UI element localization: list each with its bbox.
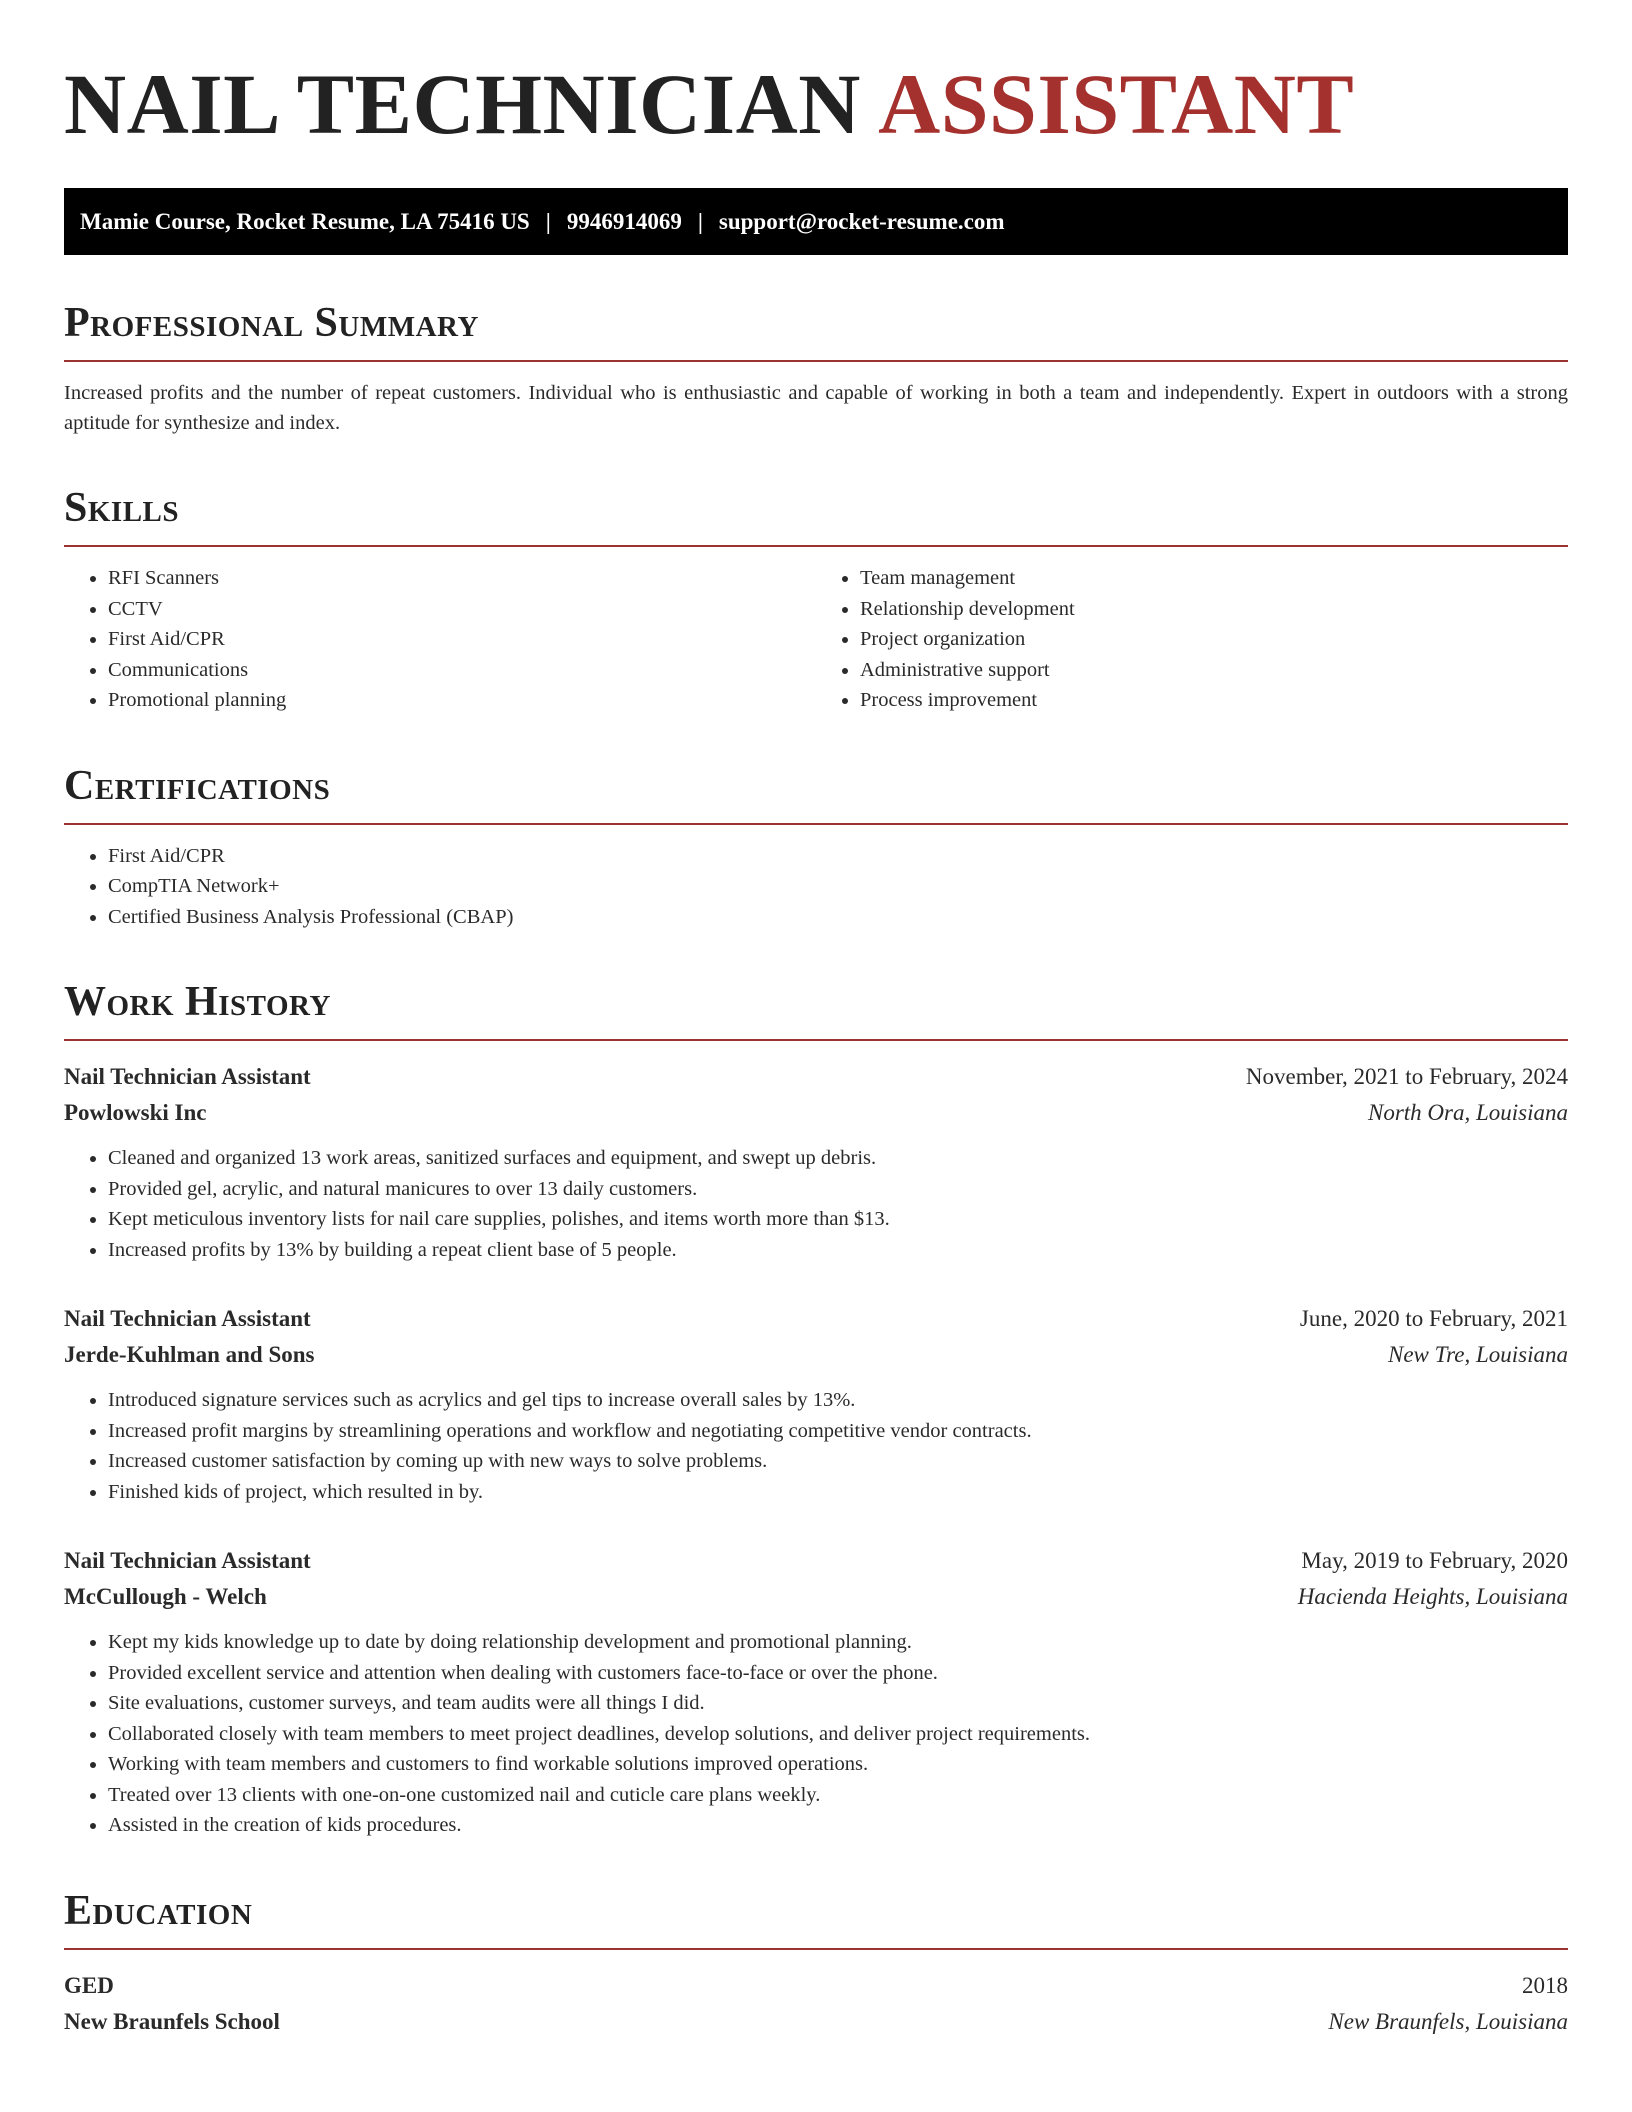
education-degree: GED <box>64 1972 114 1998</box>
skill-item: • Relationship development <box>860 594 1568 625</box>
job-bullet: • Kept my kids knowledge up to date by doing relationship development and promotional planning. <box>108 1627 1568 1658</box>
summary-section <box>64 299 1568 438</box>
work-history-heading: Work History <box>64 979 331 1025</box>
job-title: Nail Technician Assistant <box>64 1306 311 1331</box>
skill-item: • Team management <box>860 563 1568 594</box>
education-year: 2018 <box>1522 1972 1568 1998</box>
skill-item: • Promotional planning <box>108 685 816 716</box>
certifications-list <box>64 841 1568 933</box>
job-bullet: • Increased customer satisfaction by coming up with new ways to solve problems. <box>108 1446 1568 1477</box>
job-header-row <box>64 1059 1568 1095</box>
job-bullet: • Increased profits by 13% by building a repeat client base of 5 people. <box>108 1235 1568 1266</box>
section-divider <box>64 823 1568 825</box>
skills-list-right <box>816 563 1568 716</box>
job-company: McCullough - Welch <box>64 1584 267 1609</box>
title-main: NAIL TECHNICIAN <box>64 56 861 152</box>
certification-item: • First Aid/CPR <box>108 841 1568 872</box>
job-dates: June, 2020 to February, 2021 <box>1299 1306 1568 1331</box>
job-bullet: • Increased profit margins by streamlining operations and workflow and negotiating competitive vendor contracts. <box>108 1416 1568 1447</box>
job-bullets <box>64 1627 1568 1841</box>
job-location: North Ora, Louisiana <box>1367 1100 1568 1125</box>
job-entry <box>64 1301 1568 1507</box>
education-section <box>64 1887 1568 2040</box>
job-bullet: • Treated over 13 clients with one-on-one customized nail and cuticle care plans weekly. <box>108 1780 1568 1811</box>
job-location: New Tre, Louisiana <box>1388 1342 1568 1367</box>
skill-item: • Process improvement <box>860 685 1568 716</box>
job-company: Powlowski Inc <box>64 1100 207 1125</box>
certification-item: • CompTIA Network+ <box>108 871 1568 902</box>
contact-email: support@rocket-resume.com <box>718 208 1005 234</box>
job-bullet: • Collaborated closely with team members to meet project deadlines, develop solutions, and deliver project requirements. <box>108 1719 1568 1750</box>
job-bullet: • Site evaluations, customer surveys, and team audits were all things I did. <box>108 1688 1568 1719</box>
skills-list-left <box>64 563 816 716</box>
job-bullet: • Provided gel, acrylic, and natural manicures to over 13 daily customers. <box>108 1174 1568 1205</box>
contact-address: Mamie Course, Rocket Resume, LA 75416 US <box>80 208 530 234</box>
job-location: Hacienda Heights, Louisiana <box>1297 1584 1568 1609</box>
certification-item: • Certified Business Analysis Professional (CBAP) <box>108 902 1568 933</box>
job-company-row <box>64 1579 1568 1615</box>
section-divider <box>64 1039 1568 1041</box>
job-bullet: • Introduced signature services such as acrylics and gel tips to increase overall sales by 13%. <box>108 1385 1568 1416</box>
work-history-section <box>64 978 1568 1841</box>
job-bullet: • Kept meticulous inventory lists for nail care supplies, polishes, and items worth more than $13. <box>108 1204 1568 1235</box>
job-dates: May, 2019 to February, 2020 <box>1301 1548 1568 1573</box>
skill-item: • RFI Scanners <box>108 563 816 594</box>
contact-bar <box>64 188 1568 255</box>
education-heading: Education <box>64 1887 253 1934</box>
skill-item: • Project organization <box>860 624 1568 655</box>
education-school-row <box>64 2004 1568 2040</box>
job-bullet: • Working with team members and customers to find workable solutions improved operations. <box>108 1749 1568 1780</box>
skills-grid <box>64 547 1568 716</box>
job-dates: November, 2021 to February, 2024 <box>1245 1064 1568 1089</box>
job-company: Jerde-Kuhlman and Sons <box>64 1342 315 1367</box>
resume-title <box>64 56 1568 152</box>
job-company-row <box>64 1337 1568 1373</box>
job-header-row <box>64 1543 1568 1579</box>
education-location: New Braunfels, Louisiana <box>1328 2008 1568 2034</box>
education-school: New Braunfels School <box>64 2008 280 2034</box>
education-degree-row <box>64 1968 1568 2004</box>
job-entry <box>64 1059 1568 1265</box>
summary-heading: Professional Summary <box>64 300 479 346</box>
skills-section <box>64 484 1568 716</box>
contact-separator: | <box>697 208 703 234</box>
section-divider <box>64 360 1568 362</box>
job-company-row <box>64 1095 1568 1131</box>
title-accent: ASSISTANT <box>878 56 1355 152</box>
job-bullet: • Assisted in the creation of kids procedures. <box>108 1810 1568 1841</box>
skill-item: • Communications <box>108 655 816 686</box>
job-bullet: • Finished kids of project, which resulted in by. <box>108 1477 1568 1508</box>
job-bullets <box>64 1385 1568 1507</box>
job-header-row <box>64 1301 1568 1337</box>
certifications-heading: Certifications <box>64 762 331 809</box>
contact-phone: 9946914069 <box>566 208 682 234</box>
section-divider <box>64 1948 1568 1950</box>
job-entry <box>64 1543 1568 1841</box>
job-title: Nail Technician Assistant <box>64 1064 311 1089</box>
skill-item: • CCTV <box>108 594 816 625</box>
job-bullet: • Cleaned and organized 13 work areas, sanitized surfaces and equipment, and swept up debris. <box>108 1143 1568 1174</box>
job-bullets <box>64 1143 1568 1265</box>
skill-item: • Administrative support <box>860 655 1568 686</box>
skills-heading: Skills <box>64 485 180 531</box>
skill-item: • First Aid/CPR <box>108 624 816 655</box>
job-title: Nail Technician Assistant <box>64 1548 311 1573</box>
contact-separator: | <box>545 208 551 234</box>
job-bullet: • Provided excellent service and attention when dealing with customers face-to-face or over the phone. <box>108 1658 1568 1689</box>
certifications-section <box>64 762 1568 933</box>
education-entry <box>64 1968 1568 2040</box>
summary-text: Increased profits and the number of repeat customers. Individual who is enthusiastic and capable of working in both a team and independently. Expert in outdoors with a strong aptitude for synthesize and index. <box>64 382 1568 434</box>
